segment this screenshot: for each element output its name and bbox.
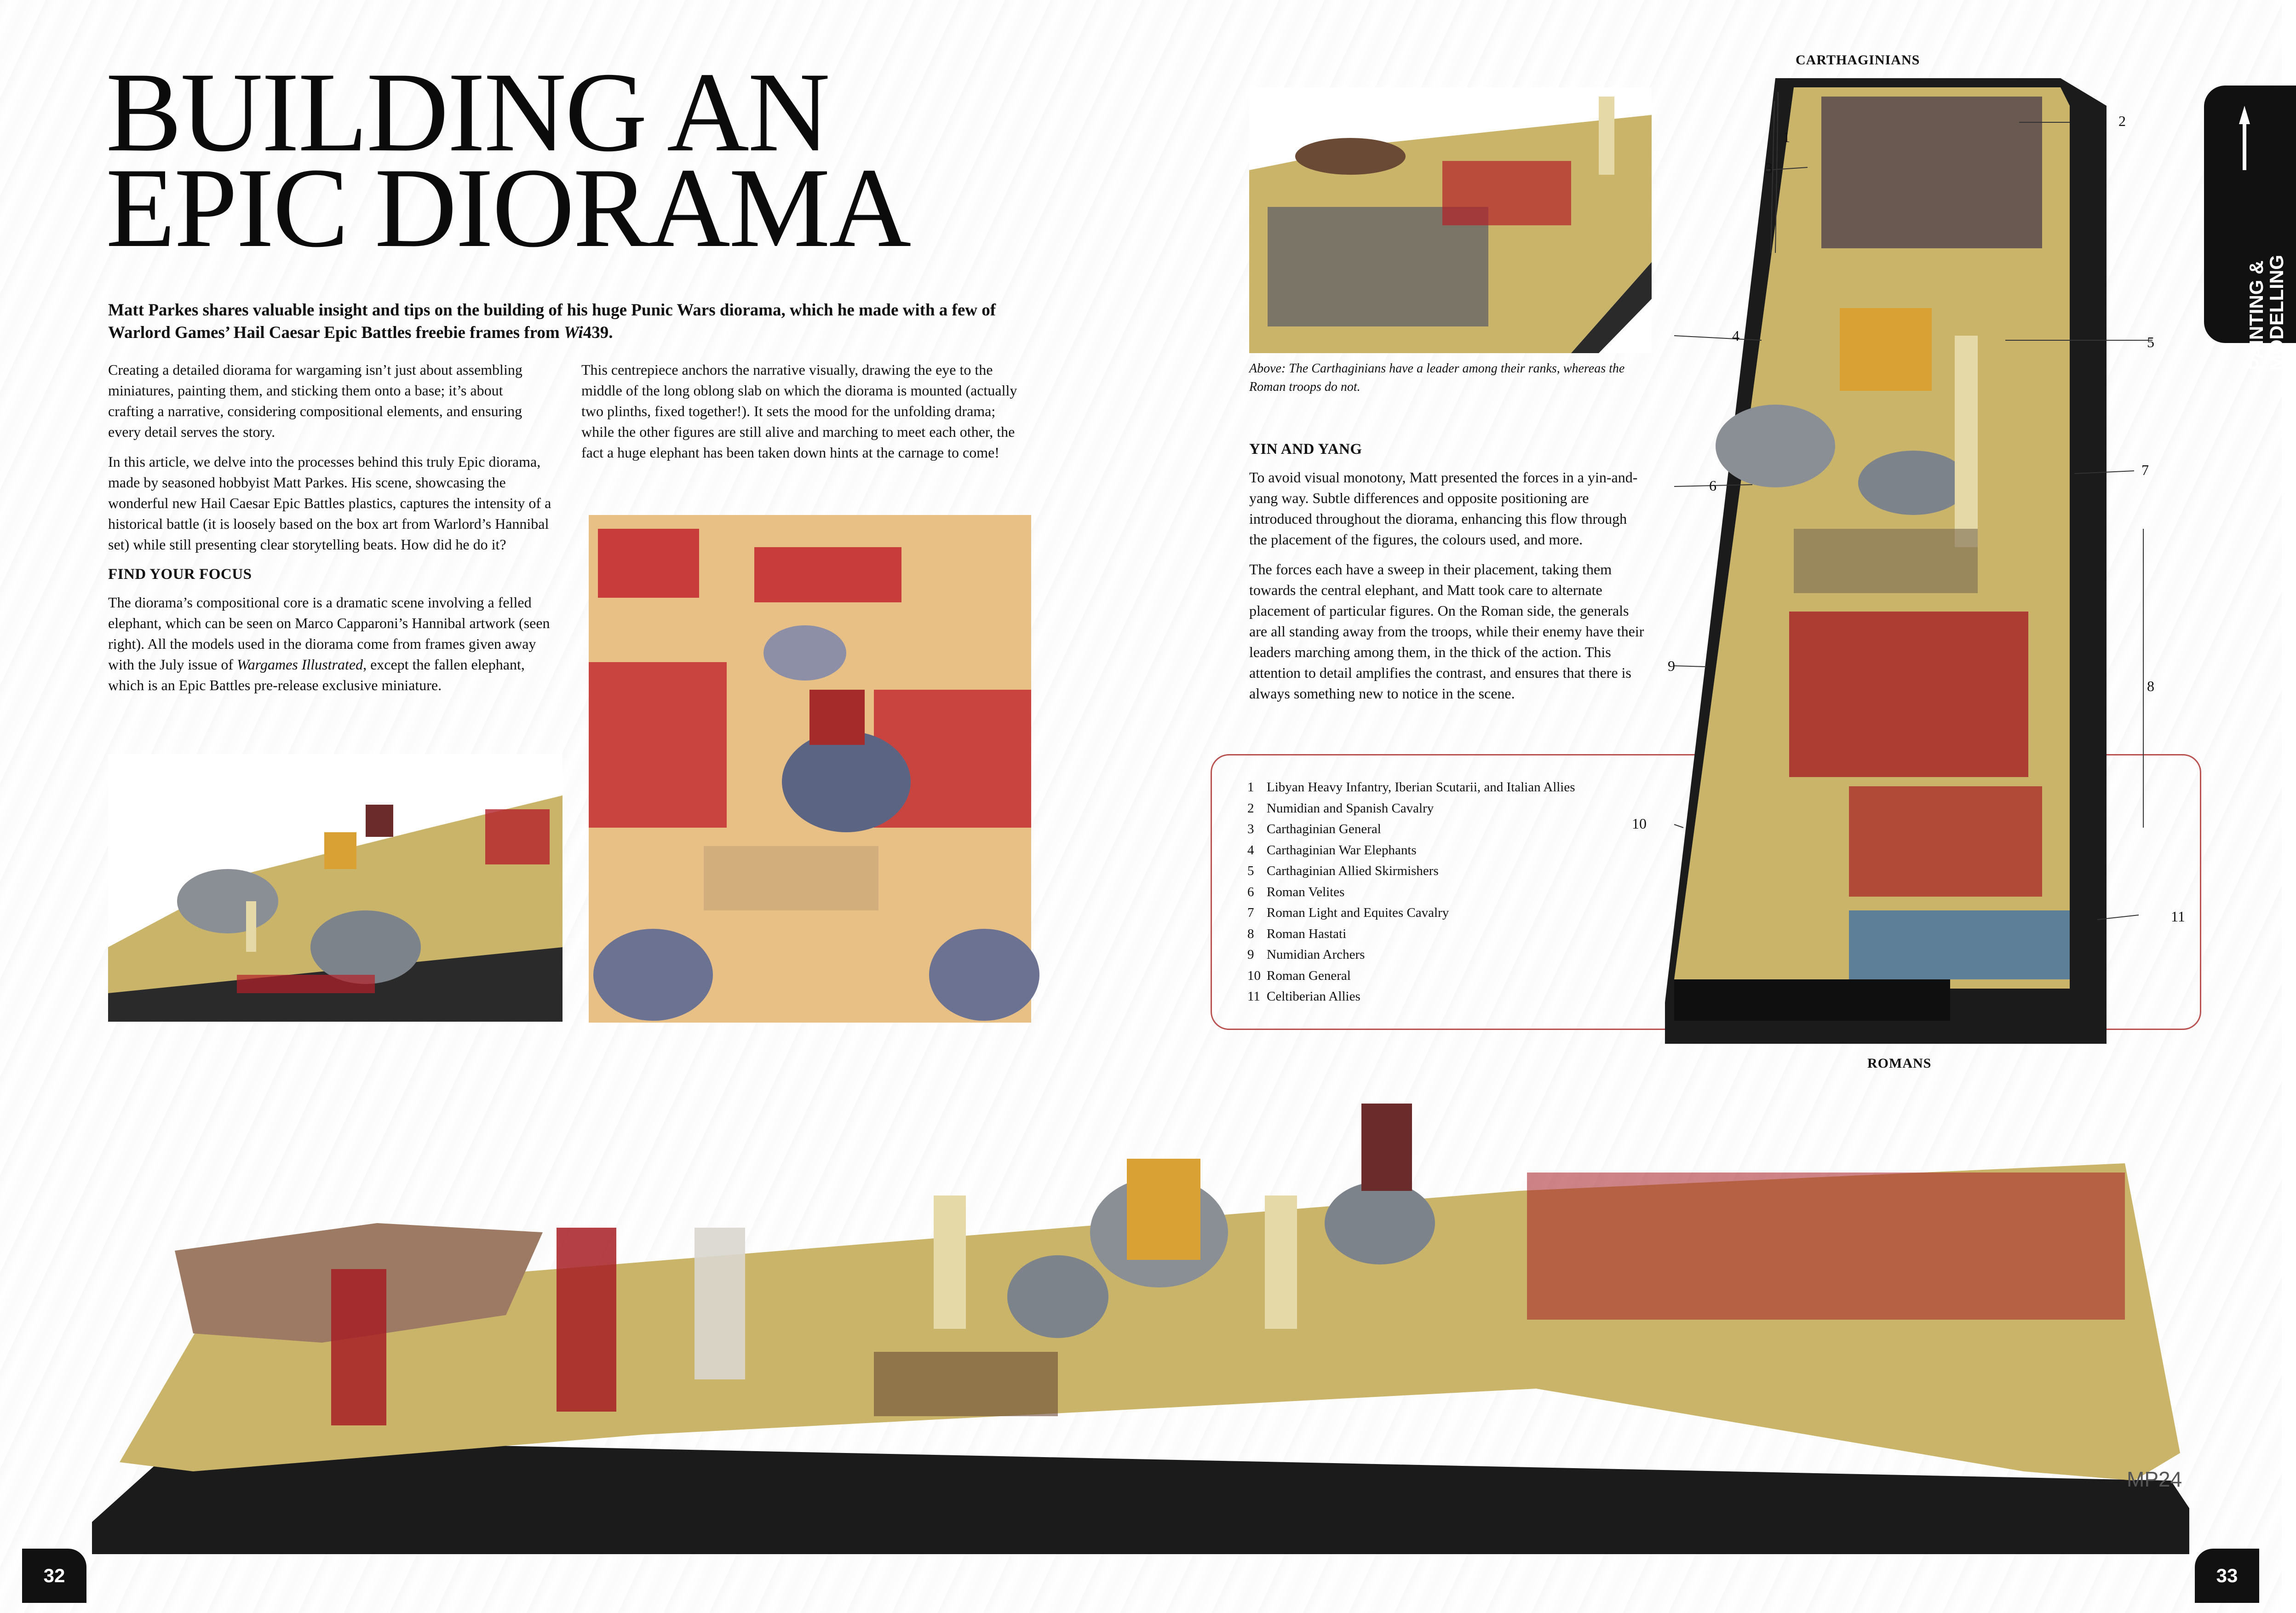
- paragraph: In this article, we delve into the processes behind this truly Epic diorama, made by seasoned hobbyist Matt Parkes. His scene, showcasing the wonderful new Hail Caesar Epic Battles plastics, captures the intensity of a historical battle (it is loosely based on the box art from Warlord’s Hannibal set) while still presenting clear storytelling beats. How did he do it?: [108, 453, 551, 553]
- section-tab-text: [2246, 168, 2287, 371]
- section-tab-line-2: MODELLING: [2266, 255, 2287, 371]
- overhead-diorama-figure: [1656, 69, 2185, 1058]
- standfirst: [108, 299, 1010, 344]
- paragraph: This centrepiece anchors the narrative visually, drawing the eye to the middle of the long oblong slab on which the diorama is mounted (actually two plinths, fixed together!). It sets the mood for the unfolding drama; while the other figures are still alive and marching to meet each other, the fact a huge elephant has been taken down hints at the carnage to come!: [581, 361, 1017, 461]
- publication-name: Wargames Illustrated: [236, 656, 363, 673]
- callout-8: 8: [2147, 678, 2154, 694]
- key-number: 3: [1247, 822, 1254, 836]
- key-item: [1247, 882, 1652, 903]
- photo-diorama-elephants: [108, 754, 563, 1022]
- callout-3: 3: [1765, 160, 1773, 176]
- key-item: [1247, 986, 1652, 1007]
- subheading-yin-and-yang: YIN AND YANG: [1249, 441, 1362, 458]
- photo-carthaginian-leader: [1249, 87, 1652, 353]
- page-number-left: 32: [22, 1549, 86, 1603]
- key-number: 4: [1247, 842, 1254, 858]
- key-item: [1247, 966, 1652, 987]
- label-carthaginians: CARTHAGINIANS: [1796, 52, 1920, 68]
- key-number: 10: [1247, 968, 1261, 983]
- callout-2: 2: [2118, 113, 2126, 129]
- key-label: Celtiberian Allies: [1267, 989, 1360, 1004]
- key-number: 2: [1247, 801, 1254, 816]
- photo-carthaginian-leader-graphic: [1249, 87, 1652, 353]
- title-line-1: BUILDING AN: [106, 49, 829, 175]
- key-number: 9: [1247, 947, 1254, 962]
- key-label: Carthaginian War Elephants: [1267, 842, 1417, 858]
- artwork-hannibal: [589, 515, 1031, 1023]
- key-item: [1247, 798, 1652, 819]
- callout-10: 10: [1632, 815, 1647, 832]
- key-label: Numidian and Spanish Cavalry: [1267, 801, 1434, 816]
- photo-diorama-elephants-graphic: [108, 754, 563, 1022]
- artist-signature: MP24: [2127, 1467, 2182, 1491]
- key-label: Roman Velites: [1267, 884, 1345, 899]
- callout-9: 9: [1668, 658, 1675, 674]
- section-tab-line-1: PAINTING &: [2245, 260, 2267, 371]
- page-title: [106, 49, 1053, 271]
- paragraph-text: The diorama’s compositional core is a dramatic scene involving a felled elephant, which can be seen on Marco Capparoni’s Hannibal artwork (seen right). All the models used in the diorama come from frames given away with the July issue of: [108, 594, 550, 673]
- standfirst-italic: Wi: [563, 323, 583, 342]
- panoramic-diorama-graphic: [92, 1058, 2189, 1554]
- key-label: Roman Light and Equites Cavalry: [1267, 905, 1449, 920]
- key-number: 5: [1247, 864, 1254, 878]
- paragraph-text: , except the fallen elephant, which is an Epic Battles pre-release exclusive miniature.: [108, 656, 525, 693]
- photo-caption: Above: The Carthaginians have a leader among their ranks, whereas the Roman troops do not.: [1249, 361, 1625, 394]
- key-number: 8: [1247, 926, 1254, 941]
- key-number: 7: [1247, 905, 1254, 920]
- paragraph: The forces each have a sweep in their placement, taking them towards the central elephant, and Matt took care to alternate placement of particular figures. On the Roman side, the generals are all standing away from the troops, while their enemy have their leaders marching among them, in the thick of the action. This attention to detail amplifies the contrast, and ensures that there is always something new to notice in the scene.: [1249, 561, 1644, 702]
- title-line-2: EPIC DIORAMA: [106, 144, 910, 271]
- key-label: Carthaginian General: [1267, 822, 1381, 836]
- paragraph: To avoid visual monotony, Matt presented the forces in a yin-and-yang way. Subtle differences and opposite positioning are introduced throughout the diorama, enhancing this flow through the placement of the figures, the colours used, and more.: [1249, 469, 1638, 548]
- overhead-diorama-graphic: [1656, 69, 2185, 1058]
- key-item: [1247, 924, 1652, 945]
- paragraph: Creating a detailed diorama for wargaming isn’t just about assembling miniatures, painting them, and sticking them onto a base; it’s about crafting a narrative, considering compositional elements, and ensuring every detail serves the story.: [108, 361, 522, 440]
- diorama-key-list: [1247, 777, 1652, 1007]
- key-number: 1: [1247, 780, 1254, 795]
- key-label: Libyan Heavy Infantry, Iberian Scutarii, and Italian Allies: [1267, 780, 1575, 795]
- key-item: [1247, 944, 1652, 966]
- page-number-right: 33: [2195, 1549, 2259, 1603]
- key-item: [1247, 903, 1652, 924]
- callout-1: 1: [1783, 129, 1790, 145]
- callout-7: 7: [2141, 462, 2149, 478]
- key-label: Roman General: [1267, 968, 1351, 983]
- key-label: Roman Hastati: [1267, 926, 1347, 941]
- key-item: [1247, 777, 1652, 798]
- body-column-1: [108, 360, 552, 705]
- section-tab-label: [2204, 86, 2287, 371]
- callout-5: 5: [2147, 334, 2154, 350]
- key-number: 6: [1247, 884, 1254, 899]
- body-column-2: [581, 360, 1025, 472]
- panoramic-diorama-photo: [92, 1058, 2189, 1554]
- key-item: [1247, 861, 1652, 882]
- key-label: Numidian Archers: [1267, 947, 1365, 962]
- subheading-find-your-focus: FIND YOUR FOCUS: [108, 566, 252, 583]
- callout-6: 6: [1709, 477, 1716, 494]
- key-label: Carthaginian Allied Skirmishers: [1267, 864, 1439, 878]
- standfirst-issue: 439.: [583, 323, 613, 342]
- callout-4: 4: [1732, 327, 1739, 344]
- artwork-hannibal-graphic: [589, 515, 1031, 1023]
- label-romans: ROMANS: [1867, 1056, 1932, 1071]
- key-item: [1247, 840, 1652, 861]
- standfirst-text: Matt Parkes shares valuable insight and tips on the building of his huge Punic Wars diorama, which he made with a few of Warlord Games’ Hail Caesar Epic Battles freebie frames from: [108, 301, 996, 342]
- body-column-3: [1249, 439, 1645, 713]
- callout-11: 11: [2171, 908, 2185, 925]
- key-item: [1247, 819, 1652, 840]
- key-number: 11: [1247, 989, 1260, 1004]
- paragraph: [108, 592, 552, 696]
